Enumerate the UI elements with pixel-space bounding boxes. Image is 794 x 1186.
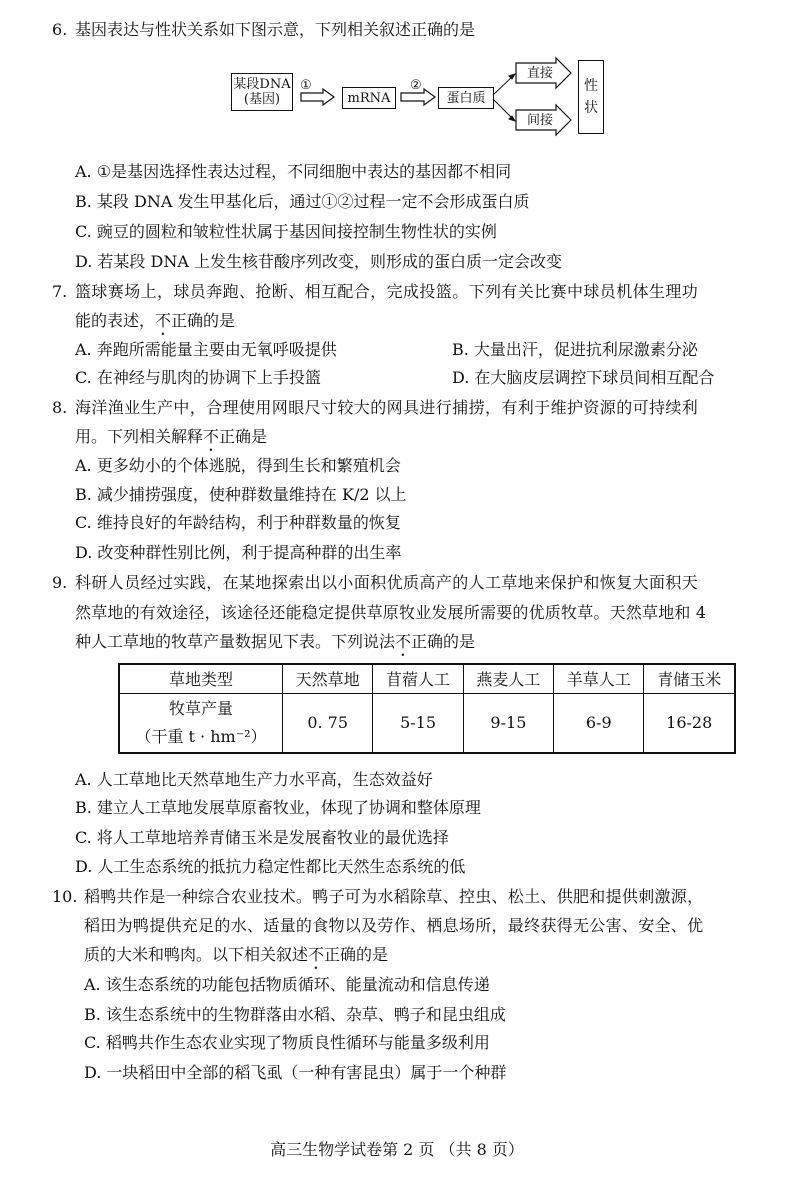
table-header: 燕麦人工 <box>463 664 553 693</box>
q7-stem-line2 <box>75 311 235 339</box>
q6-option-c: C. 豌豆的圆粒和皱粒性状属于基因间接控制生物性状的实例 <box>75 222 497 241</box>
text: 质的大米和鸭肉。以下相关叙述 <box>84 945 309 964</box>
q8-option-d: D. 改变种群性别比例，利于提高种群的出生率 <box>75 543 402 562</box>
table-header: 天然草地 <box>283 664 373 693</box>
q8-number: 8. <box>52 398 68 417</box>
text: 正确的是 <box>171 311 236 330</box>
q7-option-d: D. 在大脑皮层调控下球员间相互配合 <box>452 368 715 387</box>
q10-option-a: A. 该生态系统的功能包括物质循环、能量流动和信息传递 <box>84 975 490 994</box>
q10-number: 10. <box>52 887 78 906</box>
trait-char: 性 <box>584 78 598 94</box>
table-header-row <box>119 664 735 693</box>
emphasis-text: 不 <box>308 945 325 964</box>
q8-stem-line1: 海洋渔业生产中，合理使用网眼尺寸较大的网具进行捕捞，有利于维护资源的可持续利 <box>75 398 699 417</box>
row-label-unit: （干重 t · hm⁻²） <box>135 726 267 746</box>
step2-label: ② <box>410 78 422 93</box>
q6-option-b: B. 某段 DNA 发生甲基化后，通过①②过程一定不会形成蛋白质 <box>75 192 530 211</box>
q7-stem-line1: 篮球赛场上，球员奔跑、抢断、相互配合，完成投篮。下列有关比赛中球员机体生理功 <box>75 282 699 301</box>
emphasis-text: 不 <box>203 427 220 446</box>
hollow-arrow-icon <box>401 89 435 105</box>
page-footer: 高三生物学试卷第 2 页 （共 8 页） <box>270 1140 524 1159</box>
text: 用。下列相关解释 <box>75 427 204 446</box>
q9-number: 9. <box>52 573 68 592</box>
q9-option-a: A. 人工草地比天然草地生产力水平高，生态效益好 <box>75 770 433 789</box>
q7-option-a: A. 奔跑所需能量主要由无氧呼吸提供 <box>75 340 337 359</box>
q9-stem-line2: 然草地的有效途径，该途径还能稳定提供草原牧业发展所需要的优质牧草。天然草地和 4 <box>75 603 707 622</box>
direct-label: 直接 <box>527 66 554 81</box>
q8-option-c: C. 维持良好的年龄结构，利于种群数量的恢复 <box>75 513 401 532</box>
mrna-box: mRNA <box>342 87 396 109</box>
q9-option-b: B. 建立人工草地发展草原畜牧业，体现了协调和整体原理 <box>75 798 481 817</box>
text: 正确的是 <box>324 945 389 964</box>
q6-number: 6. <box>52 20 68 39</box>
table-header: 苜蓿人工 <box>373 664 463 693</box>
table-cell: 9-15 <box>463 693 553 753</box>
step1-label: ① <box>300 78 312 93</box>
q10-stem-line1: 稻鸭共作是一种综合农业技术。鸭子可为水稻除草、控虫、松土、供肥和提供刺激源， <box>84 887 704 906</box>
indirect-label: 间接 <box>527 113 554 128</box>
q8-option-b: B. 减少捕捞强度，使种群数量维持在 K/2 以上 <box>75 485 407 504</box>
table-row <box>119 693 735 753</box>
q7-number: 7. <box>52 282 68 301</box>
q7-option-c: C. 在神经与肌肉的协调下上手投篮 <box>75 368 321 387</box>
text: 正确的是 <box>411 632 476 651</box>
protein-box: 蛋白质 <box>438 87 494 109</box>
emphasis-text: 不 <box>155 311 172 330</box>
emphasis-text: 不 <box>395 632 412 651</box>
q10-stem-line3 <box>84 945 388 973</box>
q10-option-b: B. 该生态系统中的生物群落由水稻、杂草、鸭子和昆虫组成 <box>84 1005 506 1024</box>
table-cell: 16-28 <box>644 693 735 753</box>
q6-option-a: A. ①是基因选择性表达过程，不同细胞中表达的基因都不相同 <box>75 162 512 181</box>
q10-option-c: C. 稻鸭共作生态农业实现了物质良性循环与能量多级利用 <box>84 1033 490 1052</box>
q8-option-a: A. 更多幼小的个体逃脱，得到生长和繁殖机会 <box>75 456 401 475</box>
grassland-yield-table <box>118 663 736 754</box>
trait-box <box>578 60 604 134</box>
q9-option-c: C. 将人工草地培养青储玉米是发展畜牧业的最优选择 <box>75 828 449 847</box>
q7-option-b: B. 大量出汗，促进抗利尿激素分泌 <box>452 340 698 359</box>
row-label-line: 牧草产量 <box>168 698 233 718</box>
table-header: 草地类型 <box>119 664 283 693</box>
text: 能的表述， <box>75 311 156 330</box>
table-header: 羊草人工 <box>554 664 644 693</box>
table-header: 青储玉米 <box>644 664 735 693</box>
trait-char: 状 <box>584 100 598 116</box>
q10-stem-line2: 稻田为鸭提供充足的水、适量的食物以及劳作、栖息场所，最终获得无公害、安全、优 <box>84 916 704 935</box>
dna-label: 某段DNA <box>233 77 291 92</box>
text: 种人工草地的牧草产量数据见下表。下列说法 <box>75 632 396 651</box>
q6-stem: 基因表达与性状关系如下图示意，下列相关叙述正确的是 <box>75 20 476 39</box>
text: 正确是 <box>219 427 268 446</box>
table-cell: 0. 75 <box>283 693 373 753</box>
table-cell: 6-9 <box>554 693 644 753</box>
q8-stem-line2 <box>75 427 267 455</box>
q10-option-d: D. 一块稻田中全部的稻飞虱（一种有害昆虫）属于一个种群 <box>84 1063 507 1082</box>
table-cell: 5-15 <box>373 693 463 753</box>
q9-stem-line3 <box>75 632 475 660</box>
gene-label: (基因) <box>243 92 281 107</box>
q9-stem-line1: 科研人员经过实践，在某地探索出以小面积优质高产的人工草地来保护和恢复大面积天 <box>75 573 699 592</box>
q6-option-d: D. 若某段 DNA 上发生核苷酸序列改变，则形成的蛋白质一定会改变 <box>75 252 562 271</box>
row-label <box>119 693 283 753</box>
hollow-arrow-icon <box>301 89 334 105</box>
diagram-arrows <box>220 55 620 140</box>
q9-option-d: D. 人工生态系统的抵抗力稳定性都比天然生态系统的低 <box>75 857 466 876</box>
